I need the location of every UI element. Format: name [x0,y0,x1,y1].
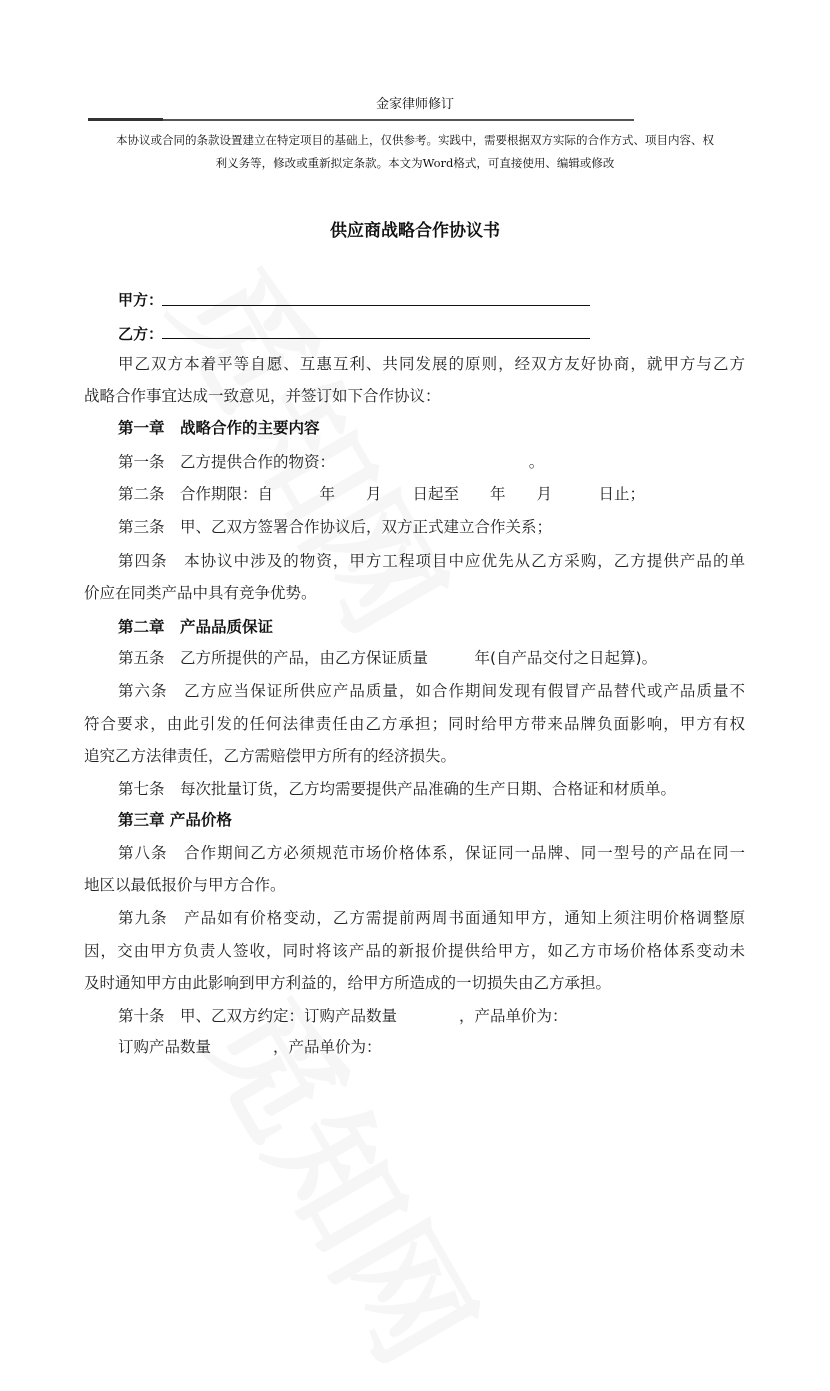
paragraph-line: 第一条 乙方提供合作的物资： 。 [118,453,545,471]
paragraph-line: 第四条 本协议中涉及的物资，甲方工程项目中应优先从乙方采购，乙方提供产品的单 [118,552,745,570]
party-a-label: 甲方： [118,291,164,309]
party-a-blank [162,305,590,306]
disclaimer-line-2: 利义务等，修改或重新拟定条款。本文为Word格式，可直接使用、编辑或修改 [215,156,615,170]
document-title: 供应商战略合作协议书 [330,221,500,241]
paragraph-line: 第八条 合作期间乙方必须规范市场价格体系，保证同一品牌、同一型号的产品在同一 [118,844,745,862]
chapter-heading: 第三章 产品价格 [118,811,232,829]
paragraph-line: 战略合作事宜达成一致意见，并签订如下合作协议： [84,387,441,405]
paragraph-line: 因，交由甲方负责人签收，同时将该产品的新报价提供给甲方，如乙方市场价格体系变动未 [84,942,745,960]
paragraph-line: 订购产品数量 ，产品单价为： [118,1038,382,1056]
paragraph-line: 第五条 乙方所提供的产品，由乙方保证质量 年(自产品交付之日起算)。 [118,649,658,667]
header-rule [88,119,634,121]
paragraph-line: 第六条 乙方应当保证所供应产品质量，如合作期间发现有假冒产品替代或产品质量不 [118,682,745,700]
paragraph-line: 地区以最低报价与甲方合作。 [84,876,286,894]
paragraph-line: 第二条 合作期限：自 年 月 日起至 年 月 日止； [118,485,646,503]
header-title: 金家律师修订 [375,97,454,112]
party-b-blank [162,338,590,339]
paragraph-line: 价应在同类产品中具有竞争优势。 [84,584,317,602]
paragraph-line: 追究乙方法律责任，乙方需赔偿甲方所有的经济损失。 [84,747,457,765]
paragraph-line: 及时通知甲方由此影响到甲方利益的，给甲方所造成的一切损失由乙方承担。 [84,974,612,992]
paragraph-line: 甲乙双方本着平等自愿、互惠互利、共同发展的原则，经双方友好协商，就甲方与乙方 [118,355,745,373]
paragraph-line: 第七条 每次批量订货，乙方均需要提供产品准确的生产日期、合格证和材质单。 [118,780,677,798]
party-b-label: 乙方： [118,325,164,343]
paragraph-line: 第九条 产品如有价格变动，乙方需提前两周书面通知甲方，通知上须注明价格调整原 [118,909,745,927]
chapter-heading: 第二章 产品品质保证 [118,618,274,636]
paragraph-line: 第十条 甲、乙双方约定：订购产品数量 ，产品单价为： [118,1007,568,1025]
disclaimer-line-1: 本协议或合同的条款设置建立在特定项目的基础上，仅供参考。实践中，需要根据双方实际的合作方式、项目内容、权 [116,133,714,147]
chapter-heading: 第一章 战略合作的主要内容 [118,419,320,437]
paragraph-line: 第三条 甲、乙双方签署合作协议后，双方正式建立合作关系； [118,518,553,536]
paragraph-line: 符合要求，由此引发的任何法律责任由乙方承担；同时给甲方带来品牌负面影响，甲方有权 [84,715,745,733]
